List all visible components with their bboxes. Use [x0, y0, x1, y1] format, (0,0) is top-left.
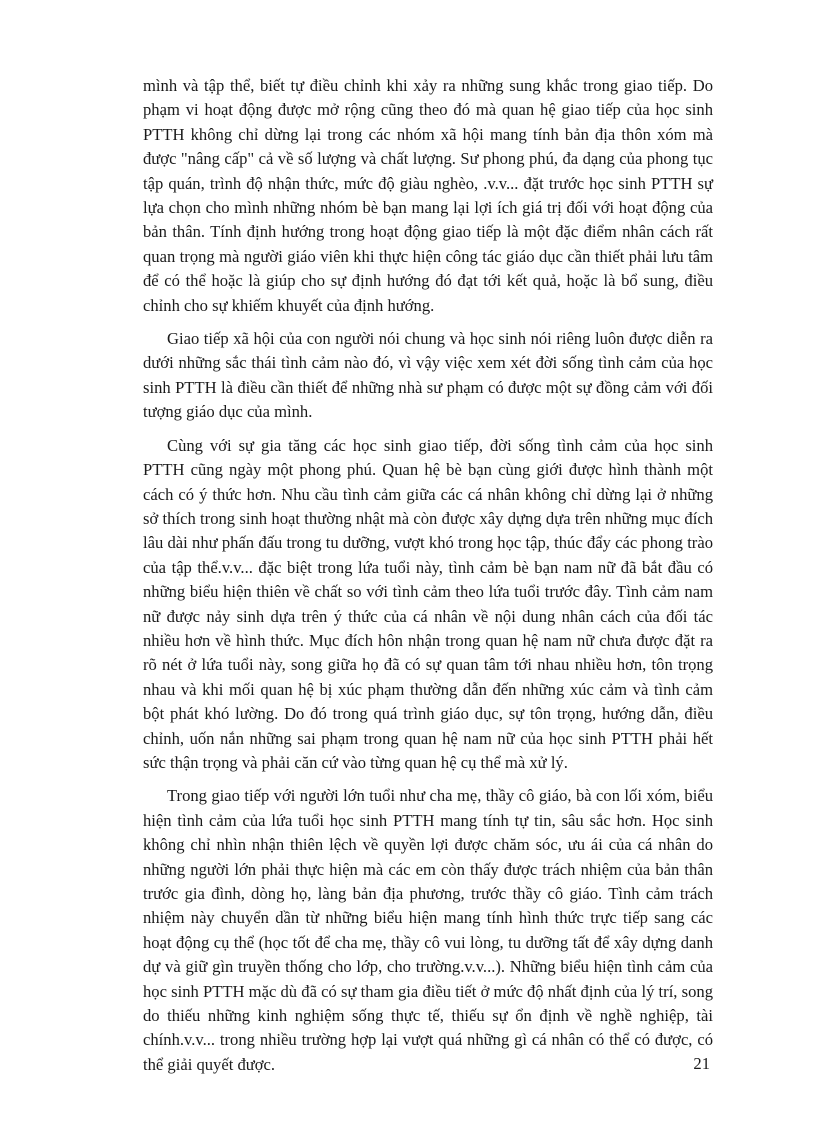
paragraph: Trong giao tiếp với người lớn tuổi như cha mẹ, thầy cô giáo, bà con lối xóm, biểu hiện tình cảm của lứa tuổi học sinh PTTH mang tính tự tin, sâu sắc hơn. Học sinh không chỉ nhìn nhận thiên lệch về quyền lợi được chăm sóc, ưu ái của cá nhân do những người lớn phải thực hiện mà các em còn thấy được trách nhiệm của bản thân trước gia đình, dòng họ, làng bản địa phương, trước thầy cô giáo. Tình cảm trách nhiệm này chuyển dần từ những biểu hiện mang tính hình thức trực tiếp sang các hoạt động cụ thể (học tốt để cha mẹ, thầy cô vui lòng, tu dưỡng tất để xây dựng danh dự và giữ gìn truyền thống cho lớp, cho trường.v.v...). Những biểu hiện tình cảm của học sinh PTTH mặc dù đã có sự tham gia điều tiết ở mức độ nhất định của lý trí, song do thiếu những kinh nghiệm sống thực tế, thiếu sự ổn định về nghề nghiệp, tài chính.v.v... trong nhiều trường hợp lại vượt quá những gì cá nhân có thể có được, có thể giải quyết được.	[143, 786, 713, 1074]
paragraph-continued: mình và tập thể, biết tự điều chỉnh khi xảy ra những sung khắc trong giao tiếp. Do phạm vi hoạt động được mở rộng cũng theo đó mà quan hệ giao tiếp của học sinh PTTH không chỉ dừng lại trong các nhóm xã hội mang tính bản địa thôn xóm mà được "nâng cấp" cả về số lượng và chất lượng. Sư phong phú, đa dạng của phong tục tập quán, trình độ nhận thức, mức độ giàu nghèo, .v.v... đặt trước học sinh PTTH sự lựa chọn cho mình những nhóm bè bạn mang lại lợi ích giá trị đối với hoạt động của bản thân. Tính định hướng trong hoạt động giao tiếp là một đặc điểm nhân cách rất quan trọng mà người giáo viên khi thực hiện công tác giáo dục cần thiết phải lưu tâm để có thể hoặc là giúp cho sự định hướng đó đạt tới kết quả, hoặc là bổ sung, điều chỉnh cho sự khiếm khuyết của định hướng.	[143, 76, 713, 315]
document-body	[143, 74, 713, 1086]
paragraph: Cùng với sự gia tăng các học sinh giao tiếp, đời sống tình cảm của học sinh PTTH cũng ngày một phong phú. Quan hệ bè bạn cùng giới được hình thành một cách có ý thức hơn. Nhu cầu tình cảm giữa các cá nhân không chỉ dừng lại ở những sở thích trong sinh hoạt thường nhật mà còn được xây dựng dựa trên những mục đích lâu dài như phấn đấu trong tu dưỡng, vượt khó trong học tập, thúc đẩy các phong trào của tập thể.v.v... đặc biệt trong lứa tuổi này, tình cảm bè bạn nam nữ đã bắt đầu có những biểu hiện thiên về chất so với tình cảm theo lứa tuổi trước đây. Tình cảm nam nữ được nảy sinh dựa trên ý thức của cá nhân về nội dung nhân cách của đối tác nhiều hơn về hình thức. Mục đích hôn nhận trong quan hệ nam nữ chưa được đặt ra rõ nét ở lứa tuổi này, song giữa họ đã có sự quan tâm tới nhau nhiều hơn, tôn trọng nhau và khi mối quan hệ bị xúc phạm thường dẫn đến những xúc cảm và tình cảm bột phát khó lường. Do đó trong quá trình giáo dục, sự tôn trọng, hướng dẫn, điều chỉnh, uốn nắn những sai phạm trong quan hệ nam nữ của học sinh PTTH phải hết sức thận trọng và phải căn cứ vào từng quan hệ cụ thể mà xử lý.	[143, 435, 713, 772]
paragraph: Giao tiếp xã hội của con người nói chung và học sinh nói riêng luôn được diễn ra dưới những sắc thái tình cảm nào đó, vì vậy việc xem xét đời sống tình cảm của học sinh PTTH là điều cần thiết để những nhà sư phạm có được một sự đồng cảm với đối tượng giáo dục của mình.	[143, 329, 713, 422]
page-number: 21	[693, 1054, 710, 1073]
